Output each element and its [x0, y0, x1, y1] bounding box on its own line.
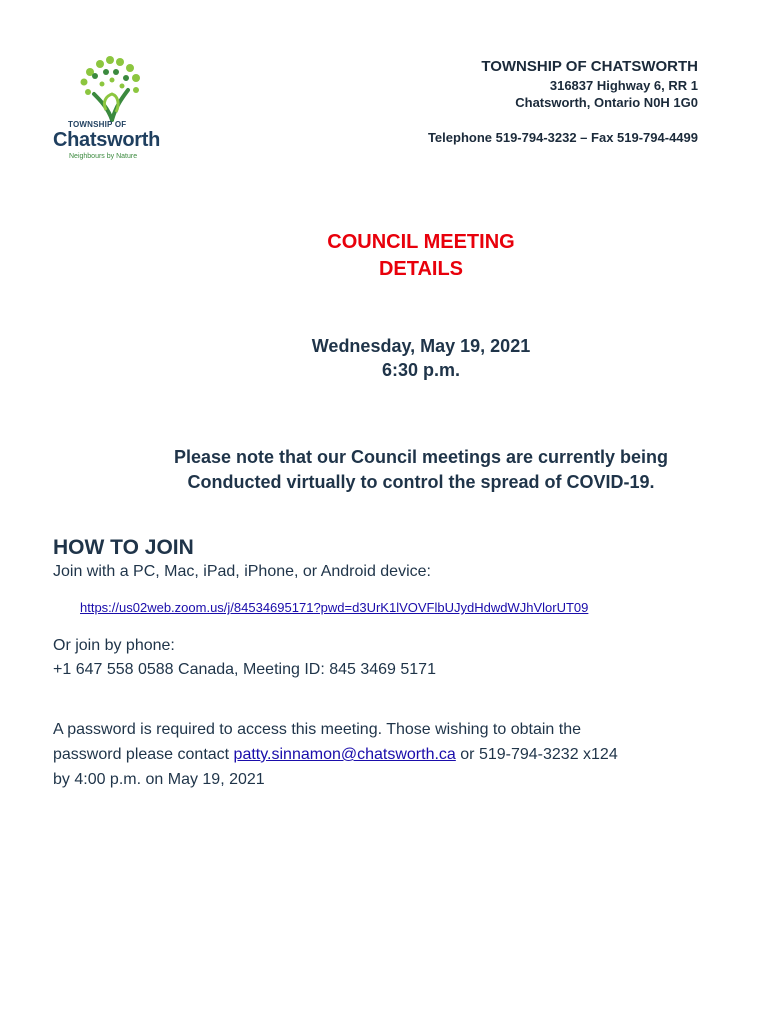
zoom-meeting-link[interactable]: https://us02web.zoom.us/j/84534695171?pwd=d3UrK1lVOVFlbUJydHdwdWJhVlorUT09 [80, 600, 589, 615]
phone-intro: Or join by phone: [53, 637, 175, 654]
logo-tagline: Neighbours by Nature [69, 153, 138, 160]
password-line-1: A password is required to access this meeting. Those wishing to obtain the [53, 721, 581, 738]
meeting-time: 6:30 p.m. [381, 360, 461, 380]
township-name: TOWNSHIP OF CHATSWORTH [481, 58, 698, 75]
address-line-2: Chatsworth, Ontario N0H 1G0 [515, 95, 698, 110]
meeting-date: Wednesday, May 19, 2021 [311, 336, 531, 356]
notice-line-2: Conducted virtually to control the spread of COVID-19. [187, 472, 655, 492]
tree-logo-icon [50, 50, 180, 125]
letterhead-address [428, 57, 698, 146]
password-phone-text: or 519-794-3232 x124 [455, 746, 618, 763]
device-instructions: Join with a PC, Mac, iPad, iPhone, or Android device: [53, 563, 431, 580]
title-line-1: COUNCIL MEETING [327, 231, 515, 253]
how-to-join-heading: HOW TO JOIN [53, 536, 194, 559]
phone-fax: Telephone 519-794-3232 – Fax 519-794-4499 [427, 130, 698, 145]
document-title [0, 229, 770, 283]
phone-join-block [53, 634, 436, 682]
password-contact-text: password please contact [53, 746, 234, 763]
meeting-datetime [0, 334, 770, 382]
password-paragraph [53, 717, 618, 792]
logo-township-of: TOWNSHIP OF [68, 120, 127, 129]
logo-chatsworth: Chatsworth [53, 129, 161, 151]
title-line-2: DETAILS [378, 258, 464, 280]
contact-email-link[interactable]: patty.sinnamon@chatsworth.ca [233, 746, 456, 763]
password-line-2 [53, 742, 618, 767]
password-line-3: by 4:00 p.m. on May 19, 2021 [53, 771, 265, 788]
notice-line-1: Please note that our Council meetings are currently being [173, 447, 669, 467]
address-line-1: 316837 Highway 6, RR 1 [549, 78, 698, 93]
covid-notice [100, 445, 742, 495]
phone-dial-in: +1 647 558 0588 Canada, Meeting ID: 845 3469 5171 [53, 661, 436, 678]
